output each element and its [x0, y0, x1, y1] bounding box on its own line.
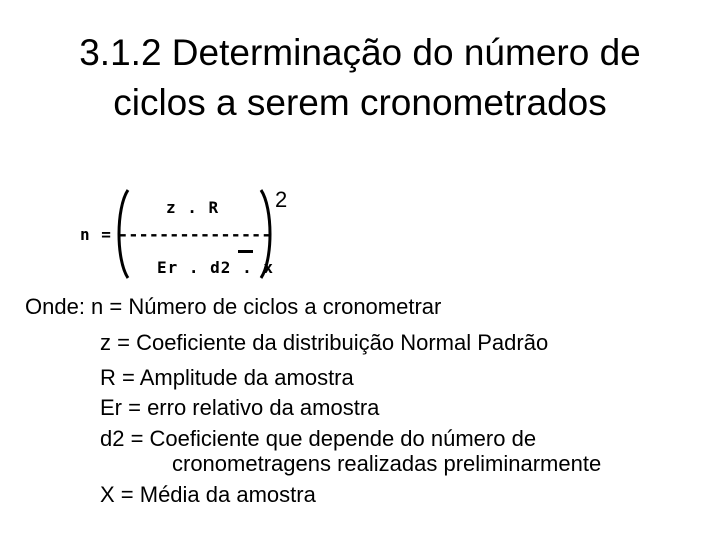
formula-fraction-line: ---------------	[118, 225, 272, 245]
title-line-1: 3.1.2 Determinação do número de	[79, 32, 641, 73]
definition-Er: Er = erro relativo da amostra	[100, 395, 380, 420]
definition-X: X = Média da amostra	[100, 482, 316, 507]
definition-d2: d2 = Coeficiente que depende do número de	[100, 426, 537, 451]
definition-z: z = Coeficiente da distribuição Normal Padrão	[100, 330, 549, 355]
definition-n: Onde: n = Número de ciclos a cronometrar	[25, 294, 442, 319]
formula-denominator: Er . d2 . x	[157, 258, 274, 277]
slide-title	[0, 28, 720, 128]
formula-lhs: n =	[80, 225, 112, 244]
definition-d2-continuation: cronometragens realizadas preliminarmente	[172, 451, 602, 476]
title-line-2: ciclos a serem cronometrados	[113, 82, 607, 123]
formula-exponent: 2	[275, 187, 288, 212]
formula-numerator: z . R	[166, 198, 220, 217]
definition-R: R = Amplitude da amostra	[100, 365, 354, 390]
x-bar-overline	[238, 250, 253, 253]
